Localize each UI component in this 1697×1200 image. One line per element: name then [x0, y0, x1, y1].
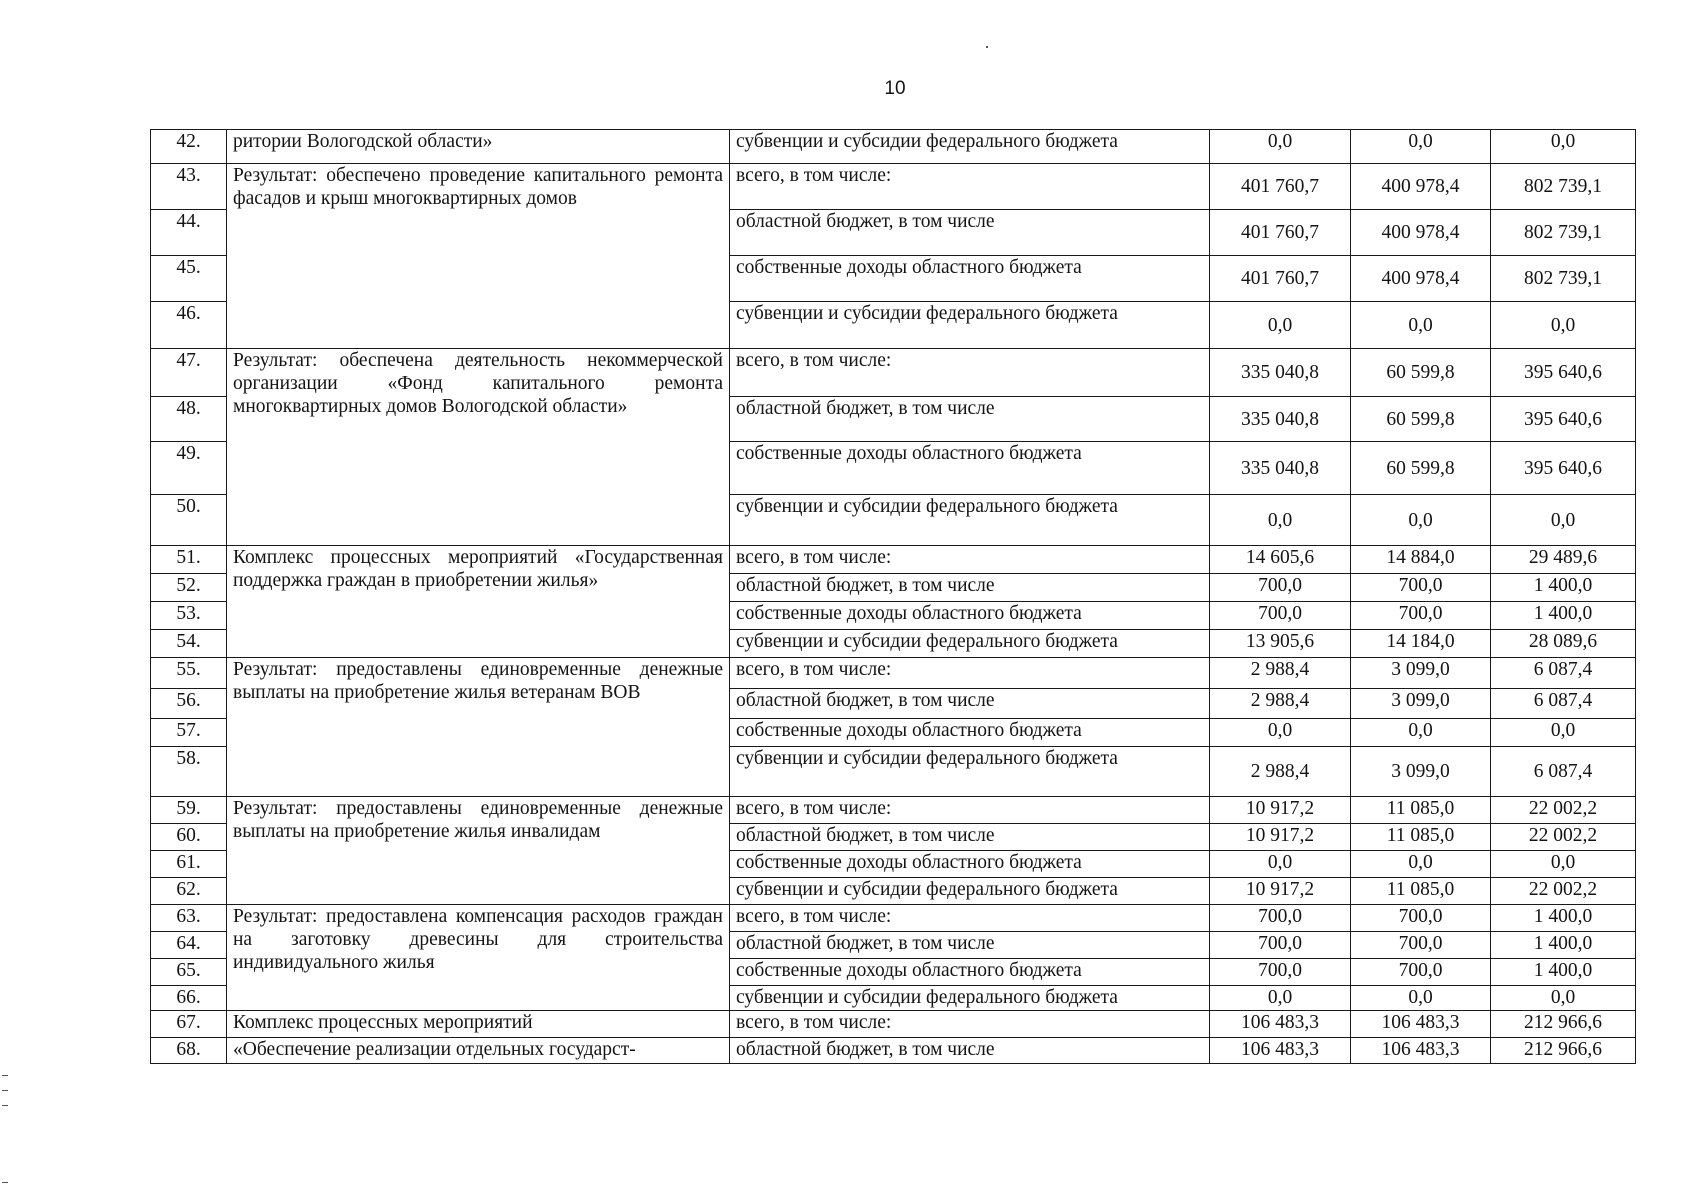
table-row [151, 164, 1636, 210]
activity-description: Комплекс процессных мероприятий «Государственная поддержка граждан в приобретении жилья» [227, 546, 730, 658]
amount-year-1: 401 760,7 [1210, 256, 1351, 302]
funding-source: субвенции и субсидии федерального бюджета [730, 878, 1210, 905]
amount-year-2: 3 099,0 [1351, 689, 1491, 719]
funding-source: всего, в том числе: [730, 349, 1210, 397]
amount-year-1: 13 905,6 [1210, 630, 1351, 658]
amount-year-1: 700,0 [1210, 602, 1351, 630]
funding-source: собственные доходы областного бюджета [730, 719, 1210, 747]
amount-year-3: 212 966,6 [1491, 1038, 1636, 1064]
amount-year-1: 0,0 [1210, 495, 1351, 546]
amount-year-1: 10 917,2 [1210, 797, 1351, 824]
amount-year-2: 60 599,8 [1351, 397, 1491, 442]
amount-year-2: 700,0 [1351, 959, 1491, 986]
activity-description: Результат: предоставлена компенсация расходов граждан на заготовку древесины для строительства индивидуального жилья [227, 905, 730, 1011]
amount-year-3: 0,0 [1491, 302, 1636, 349]
amount-year-2: 14 184,0 [1351, 630, 1491, 658]
funding-source: областной бюджет, в том числе [730, 824, 1210, 851]
amount-year-3: 802 739,1 [1491, 164, 1636, 210]
funding-source: всего, в том числе: [730, 164, 1210, 210]
row-number: 60. [151, 824, 227, 851]
amount-year-2: 400 978,4 [1351, 164, 1491, 210]
amount-year-1: 10 917,2 [1210, 824, 1351, 851]
row-number: 58. [151, 747, 227, 797]
row-number: 59. [151, 797, 227, 824]
table-row [151, 658, 1636, 689]
row-number: 43. [151, 164, 227, 210]
amount-year-2: 3 099,0 [1351, 658, 1491, 689]
amount-year-3: 22 002,2 [1491, 824, 1636, 851]
funding-source: субвенции и субсидии федерального бюджета [730, 130, 1210, 164]
row-number: 51. [151, 546, 227, 574]
amount-year-1: 700,0 [1210, 905, 1351, 932]
amount-year-3: 29 489,6 [1491, 546, 1636, 574]
row-number: 57. [151, 719, 227, 747]
funding-source: субвенции и субсидии федерального бюджета [730, 495, 1210, 546]
amount-year-1: 401 760,7 [1210, 164, 1351, 210]
amount-year-2: 11 085,0 [1351, 878, 1491, 905]
row-number: 65. [151, 959, 227, 986]
amount-year-2: 0,0 [1351, 302, 1491, 349]
row-number: 56. [151, 689, 227, 719]
row-number: 54. [151, 630, 227, 658]
scan-speck [2, 1182, 8, 1183]
amount-year-3: 0,0 [1491, 986, 1636, 1011]
funding-source: субвенции и субсидии федерального бюджета [730, 986, 1210, 1011]
funding-source: всего, в том числе: [730, 658, 1210, 689]
amount-year-1: 106 483,3 [1210, 1038, 1351, 1064]
amount-year-1: 2 988,4 [1210, 689, 1351, 719]
funding-source: областной бюджет, в том числе [730, 932, 1210, 959]
amount-year-3: 1 400,0 [1491, 905, 1636, 932]
row-number: 68. [151, 1038, 227, 1064]
scan-speck [986, 46, 988, 48]
amount-year-3: 0,0 [1491, 719, 1636, 747]
funding-source: собственные доходы областного бюджета [730, 851, 1210, 878]
amount-year-1: 10 917,2 [1210, 878, 1351, 905]
activity-description: «Обеспечение реализации отдельных государст- [227, 1038, 730, 1064]
table-row [151, 349, 1636, 397]
amount-year-3: 395 640,6 [1491, 397, 1636, 442]
amount-year-2: 11 085,0 [1351, 797, 1491, 824]
amount-year-3: 6 087,4 [1491, 658, 1636, 689]
table-row [151, 1011, 1636, 1038]
row-number: 63. [151, 905, 227, 932]
amount-year-3: 395 640,6 [1491, 349, 1636, 397]
activity-description: ритории Вологодской области» [227, 130, 730, 164]
funding-source: собственные доходы областного бюджета [730, 256, 1210, 302]
amount-year-3: 395 640,6 [1491, 442, 1636, 495]
scan-speck [2, 1105, 8, 1106]
amount-year-1: 0,0 [1210, 719, 1351, 747]
amount-year-2: 700,0 [1351, 905, 1491, 932]
amount-year-3: 212 966,6 [1491, 1011, 1636, 1038]
amount-year-3: 0,0 [1491, 495, 1636, 546]
amount-year-3: 1 400,0 [1491, 959, 1636, 986]
amount-year-3: 0,0 [1491, 851, 1636, 878]
amount-year-2: 0,0 [1351, 986, 1491, 1011]
row-number: 49. [151, 442, 227, 495]
amount-year-2: 60 599,8 [1351, 442, 1491, 495]
funding-source: собственные доходы областного бюджета [730, 602, 1210, 630]
amount-year-1: 0,0 [1210, 851, 1351, 878]
amount-year-2: 0,0 [1351, 851, 1491, 878]
scan-speck [2, 1075, 8, 1076]
amount-year-2: 3 099,0 [1351, 747, 1491, 797]
funding-source: всего, в том числе: [730, 797, 1210, 824]
scan-speck [2, 1090, 8, 1091]
amount-year-2: 400 978,4 [1351, 210, 1491, 256]
table-row [151, 1038, 1636, 1064]
funding-source: всего, в том числе: [730, 546, 1210, 574]
activity-description: Результат: предоставлены единовременные денежные выплаты на приобретение жилья инвалидам [227, 797, 730, 905]
funding-source: субвенции и субсидии федерального бюджета [730, 747, 1210, 797]
funding-source: субвенции и субсидии федерального бюджета [730, 302, 1210, 349]
amount-year-3: 6 087,4 [1491, 747, 1636, 797]
amount-year-2: 700,0 [1351, 602, 1491, 630]
row-number: 50. [151, 495, 227, 546]
row-number: 64. [151, 932, 227, 959]
amount-year-3: 1 400,0 [1491, 574, 1636, 602]
amount-year-2: 0,0 [1351, 130, 1491, 164]
funding-source: всего, в том числе: [730, 905, 1210, 932]
amount-year-2: 700,0 [1351, 574, 1491, 602]
amount-year-2: 106 483,3 [1351, 1038, 1491, 1064]
amount-year-2: 60 599,8 [1351, 349, 1491, 397]
row-number: 42. [151, 130, 227, 164]
amount-year-1: 106 483,3 [1210, 1011, 1351, 1038]
amount-year-3: 22 002,2 [1491, 878, 1636, 905]
budget-table [150, 129, 1636, 1064]
row-number: 66. [151, 986, 227, 1011]
amount-year-3: 6 087,4 [1491, 689, 1636, 719]
amount-year-1: 2 988,4 [1210, 747, 1351, 797]
row-number: 47. [151, 349, 227, 397]
table-row [151, 797, 1636, 824]
row-number: 52. [151, 574, 227, 602]
funding-source: областной бюджет, в том числе [730, 689, 1210, 719]
row-number: 46. [151, 302, 227, 349]
amount-year-1: 335 040,8 [1210, 397, 1351, 442]
amount-year-1: 700,0 [1210, 574, 1351, 602]
row-number: 48. [151, 397, 227, 442]
amount-year-3: 802 739,1 [1491, 256, 1636, 302]
table-row [151, 905, 1636, 932]
amount-year-2: 106 483,3 [1351, 1011, 1491, 1038]
amount-year-1: 0,0 [1210, 986, 1351, 1011]
funding-source: собственные доходы областного бюджета [730, 959, 1210, 986]
amount-year-3: 28 089,6 [1491, 630, 1636, 658]
funding-source: областной бюджет, в том числе [730, 210, 1210, 256]
amount-year-1: 0,0 [1210, 130, 1351, 164]
amount-year-1: 0,0 [1210, 302, 1351, 349]
amount-year-3: 22 002,2 [1491, 797, 1636, 824]
table-row [151, 130, 1636, 164]
amount-year-2: 400 978,4 [1351, 256, 1491, 302]
amount-year-3: 1 400,0 [1491, 932, 1636, 959]
funding-source: областной бюджет, в том числе [730, 397, 1210, 442]
funding-source: областной бюджет, в том числе [730, 574, 1210, 602]
amount-year-3: 1 400,0 [1491, 602, 1636, 630]
activity-description: Результат: обеспечена деятельность некоммерческой организации «Фонд капитального ремонта многоквартирных домов Вологодской области» [227, 349, 730, 546]
amount-year-1: 700,0 [1210, 959, 1351, 986]
funding-source: собственные доходы областного бюджета [730, 442, 1210, 495]
row-number: 53. [151, 602, 227, 630]
funding-source: всего, в том числе: [730, 1011, 1210, 1038]
activity-description: Комплекс процессных мероприятий [227, 1011, 730, 1038]
funding-source: субвенции и субсидии федерального бюджета [730, 630, 1210, 658]
amount-year-2: 11 085,0 [1351, 824, 1491, 851]
amount-year-1: 700,0 [1210, 932, 1351, 959]
funding-source: областной бюджет, в том числе [730, 1038, 1210, 1064]
row-number: 67. [151, 1011, 227, 1038]
row-number: 62. [151, 878, 227, 905]
amount-year-1: 335 040,8 [1210, 349, 1351, 397]
row-number: 45. [151, 256, 227, 302]
row-number: 61. [151, 851, 227, 878]
amount-year-2: 700,0 [1351, 932, 1491, 959]
amount-year-2: 0,0 [1351, 719, 1491, 747]
amount-year-1: 401 760,7 [1210, 210, 1351, 256]
activity-description: Результат: обеспечено проведение капитального ремонта фасадов и крыш многоквартирных домов [227, 164, 730, 349]
amount-year-1: 335 040,8 [1210, 442, 1351, 495]
amount-year-1: 14 605,6 [1210, 546, 1351, 574]
table-row [151, 546, 1636, 574]
activity-description: Результат: предоставлены единовременные денежные выплаты на приобретение жилья ветеранам ВОВ [227, 658, 730, 797]
amount-year-3: 802 739,1 [1491, 210, 1636, 256]
amount-year-1: 2 988,4 [1210, 658, 1351, 689]
row-number: 44. [151, 210, 227, 256]
amount-year-3: 0,0 [1491, 130, 1636, 164]
row-number: 55. [151, 658, 227, 689]
amount-year-2: 0,0 [1351, 495, 1491, 546]
amount-year-2: 14 884,0 [1351, 546, 1491, 574]
page-number: 10 [884, 78, 906, 99]
